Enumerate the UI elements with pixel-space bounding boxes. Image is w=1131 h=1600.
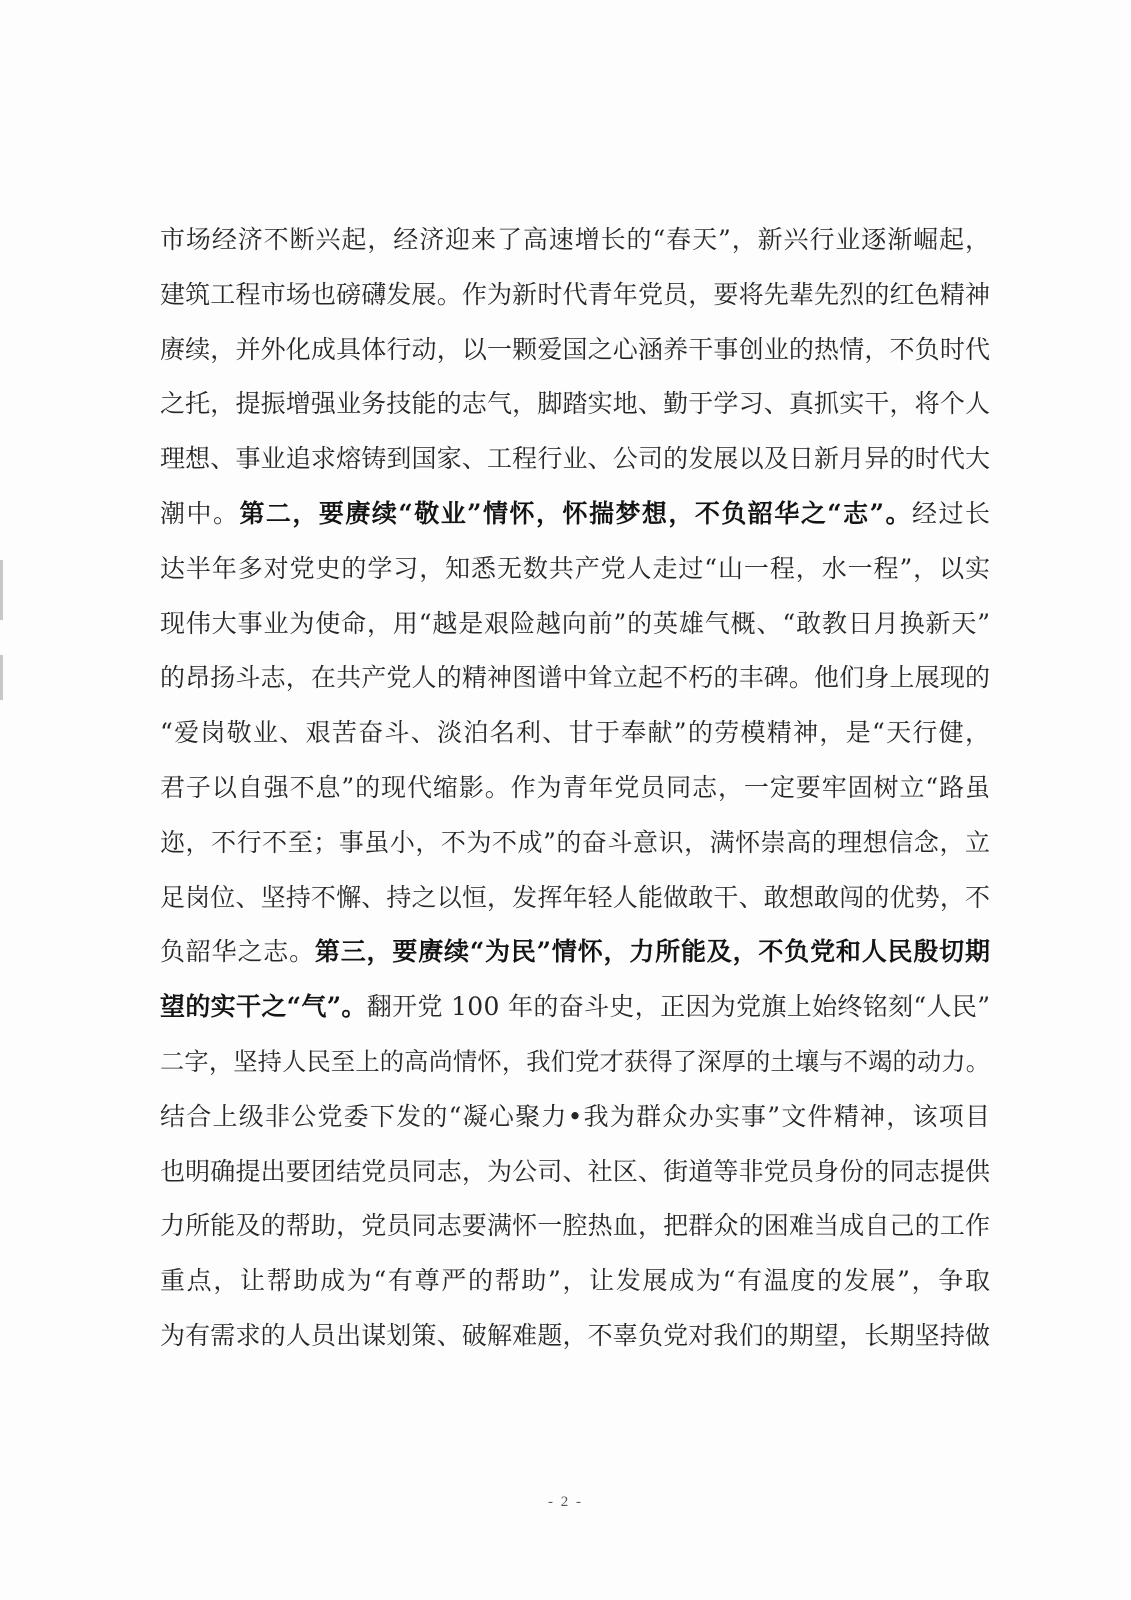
text-run: 负韶华之志。 [160, 937, 315, 967]
text-line [160, 706, 990, 761]
scan-edge-mark [0, 560, 3, 620]
bold-text-run: 第二，要赓续“敬业”情怀，怀揣梦想，不负韶华之“志”。 [239, 498, 913, 528]
text-run: 为有需求的人员出谋划策、破解难题，不辜负党对我们的期望，长期坚持做 [160, 1320, 991, 1350]
text-run: 结合上级非公党委下发的“凝心聚力•我为群众办实事”文件精神，该项目 [160, 1101, 992, 1131]
text-line [160, 816, 990, 871]
text-line [160, 597, 990, 652]
text-line [160, 213, 990, 268]
text-run: 建筑工程市场也磅礴发展。作为新时代青年党员，要将先辈先烈的红色精神 [160, 279, 991, 309]
text-run: 的昂扬斗志，在共产党人的精神图谱中耸立起不朽的丰碑。他们身上展现的 [160, 663, 991, 693]
text-run: 赓续，并外化成具体行动，以一颗爱国之心涵养干事创业的热情，不负时代 [160, 334, 991, 364]
text-run: 君子以自强不息”的现代缩影。作为青年党员同志，一定要牢固树立“路虽 [160, 772, 991, 802]
text-line [160, 1145, 990, 1200]
text-line [160, 1199, 990, 1254]
text-line [160, 1035, 990, 1090]
text-line [160, 487, 990, 542]
text-run: 重点，让帮助成为“有尊严的帮助”，让发展成为“有温度的发展”，争取 [160, 1266, 992, 1296]
text-run: 潮中。 [160, 498, 240, 528]
text-line [160, 432, 990, 487]
text-line [160, 761, 990, 816]
text-run: 翻开党 100 年的奋斗史，正因为党旗上始终铭刻“人民” [366, 992, 991, 1022]
text-run: 力所能及的帮助，党员同志要满怀一腔热血，把群众的困难当成自己的工作 [160, 1211, 991, 1241]
text-run: “爱岗敬业、艰苦奋斗、淡泊名利、甘于奉献”的劳模精神，是“天行健， [160, 718, 992, 748]
text-line [160, 1309, 990, 1364]
text-line [160, 651, 990, 706]
text-run: 二字，坚持人民至上的高尚情怀，我们党才获得了深厚的土壤与不竭的动力。 [160, 1046, 991, 1076]
text-line [160, 323, 990, 378]
page-number: - 2 - [548, 1494, 583, 1510]
bold-text-run: 第三，要赓续“为民”情怀，力所能及，不负党和人民殷切期 [314, 937, 991, 967]
body-text [160, 213, 990, 1364]
text-run: 现伟大事业为使命，用“越是艰险越向前”的英雄气概、“敢教日月换新天” [160, 608, 991, 638]
text-run: 经过长 [912, 498, 992, 528]
text-run: 理想、事业追求熔铸到国家、工程行业、公司的发展以及日新月异的时代大 [160, 444, 991, 474]
text-line [160, 980, 990, 1035]
text-line [160, 925, 990, 980]
text-run: 足岗位、坚持不懈、持之以恒，发挥年轻人能做敢干、敢想敢闯的优势，不 [160, 882, 991, 912]
text-line [160, 268, 990, 323]
bold-text-run: 望的实干之“气”。 [160, 992, 367, 1022]
text-line [160, 1254, 990, 1309]
text-run: 之托，提振增强业务技能的志气，脚踏实地、勤于学习、真抓实干，将个人 [160, 389, 991, 419]
text-run: 也明确提出要团结党员同志，为公司、社区、街道等非党员身份的同志提供 [160, 1156, 991, 1186]
text-line [160, 377, 990, 432]
scan-edge-mark [0, 655, 3, 700]
text-run: 达半年多对党史的学习，知悉无数共产党人走过“山一程，水一程”，以实 [160, 553, 991, 583]
text-line [160, 871, 990, 926]
text-line [160, 1090, 990, 1145]
text-run: 迩，不行不至；事虽小，不为不成”的奋斗意识，满怀崇高的理想信念，立 [160, 827, 991, 857]
text-run: 市场经济不断兴起，经济迎来了高速增长的“春天”，新兴行业逐渐崛起， [160, 225, 991, 254]
text-line [160, 542, 990, 597]
